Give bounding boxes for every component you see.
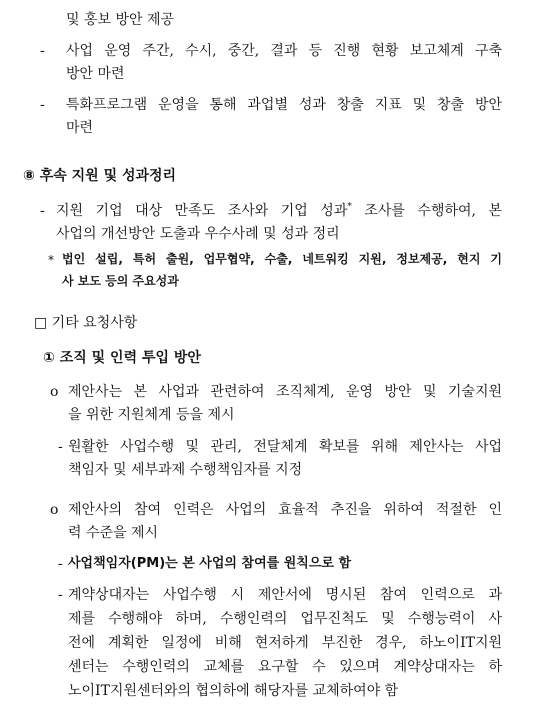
o-bullet: o [50, 502, 59, 518]
text-line: 노이IT지원센터와의 협의하에 해당자를 교체하여야 함 [68, 683, 399, 699]
dash-bullet: - [58, 587, 63, 603]
text-line: 사업 운영 주간, 수시, 중간, 결과 등 진행 현황 보고체계 구축 [66, 43, 502, 59]
dash-bullet: - [58, 439, 63, 455]
text-line: 사업책임자(PM)는 본 사업의 참여를 원칙으로 함 [68, 556, 352, 571]
dash-bullet: - [40, 203, 45, 219]
dash-bullet: - [40, 43, 45, 59]
text-line: 특화프로그램 운영을 통해 과업별 성과 창출 지표 및 창출 방안 [66, 97, 502, 113]
text-line: 마련 [66, 120, 94, 136]
text-fragment: 조사를 수행하여, 본 [351, 203, 502, 219]
text-line: 사업의 개선방안 도출과 우수사례 및 성과 정리 [56, 226, 340, 242]
text-fragment: 지원 기업 대상 만족도 조사와 기업 성과 [56, 203, 348, 219]
text-line: 력 수준을 제시 [68, 525, 159, 541]
text-line: 및 홍보 방안 제공 [66, 12, 175, 28]
text-line: 을 위한 지원체계 등을 제시 [68, 407, 235, 423]
text-line: 제를 수행해야 하며, 수행인력의 업무진척도 및 수행능력이 사 [68, 611, 502, 627]
text-line: 센터는 수행인력의 교체를 요구할 수 있으며 계약상대자는 하 [68, 659, 502, 675]
dash-bullet: - [58, 556, 63, 572]
text-line: 전에 계획한 일정에 비해 현저하게 부진한 경우, 하노이IT지원 [68, 635, 502, 651]
footnote-star: * [48, 253, 54, 267]
subsection-heading: ① 조직 및 인력 투입 방안 [43, 350, 201, 366]
text-line: 책임자 및 세부과제 수행책임자를 지정 [68, 462, 303, 478]
section-header: □ 기타 요청사항 [34, 315, 138, 331]
footnote-line: 법인 설립, 특허 출원, 업무협약, 수출, 네트워킹 지원, 정보제공, 현지 기 [62, 252, 502, 266]
o-bullet: o [50, 384, 59, 400]
footnote-marker: * [347, 202, 352, 212]
subsection-heading: ⑧ 후속 지원 및 성과정리 [23, 168, 177, 184]
text-line: 방안 마련 [66, 66, 125, 82]
text-line: 원활한 사업수행 및 관리, 전달체계 확보를 위해 제안사는 사업 [68, 439, 502, 455]
text-line [56, 202, 502, 220]
dash-bullet: - [40, 97, 45, 113]
text-line: 계약상대자는 사업수행 시 제안서에 명시된 참여 인력으로 과 [68, 587, 502, 603]
text-line: 제안사는 본 사업과 관련하여 조직체계, 운영 방안 및 기술지원 [68, 384, 502, 400]
text-line: 제안사의 참여 인력은 사업의 효율적 추진을 위하여 적절한 인 [68, 502, 502, 518]
footnote-line: 사 보도 등의 주요성과 [62, 274, 179, 288]
